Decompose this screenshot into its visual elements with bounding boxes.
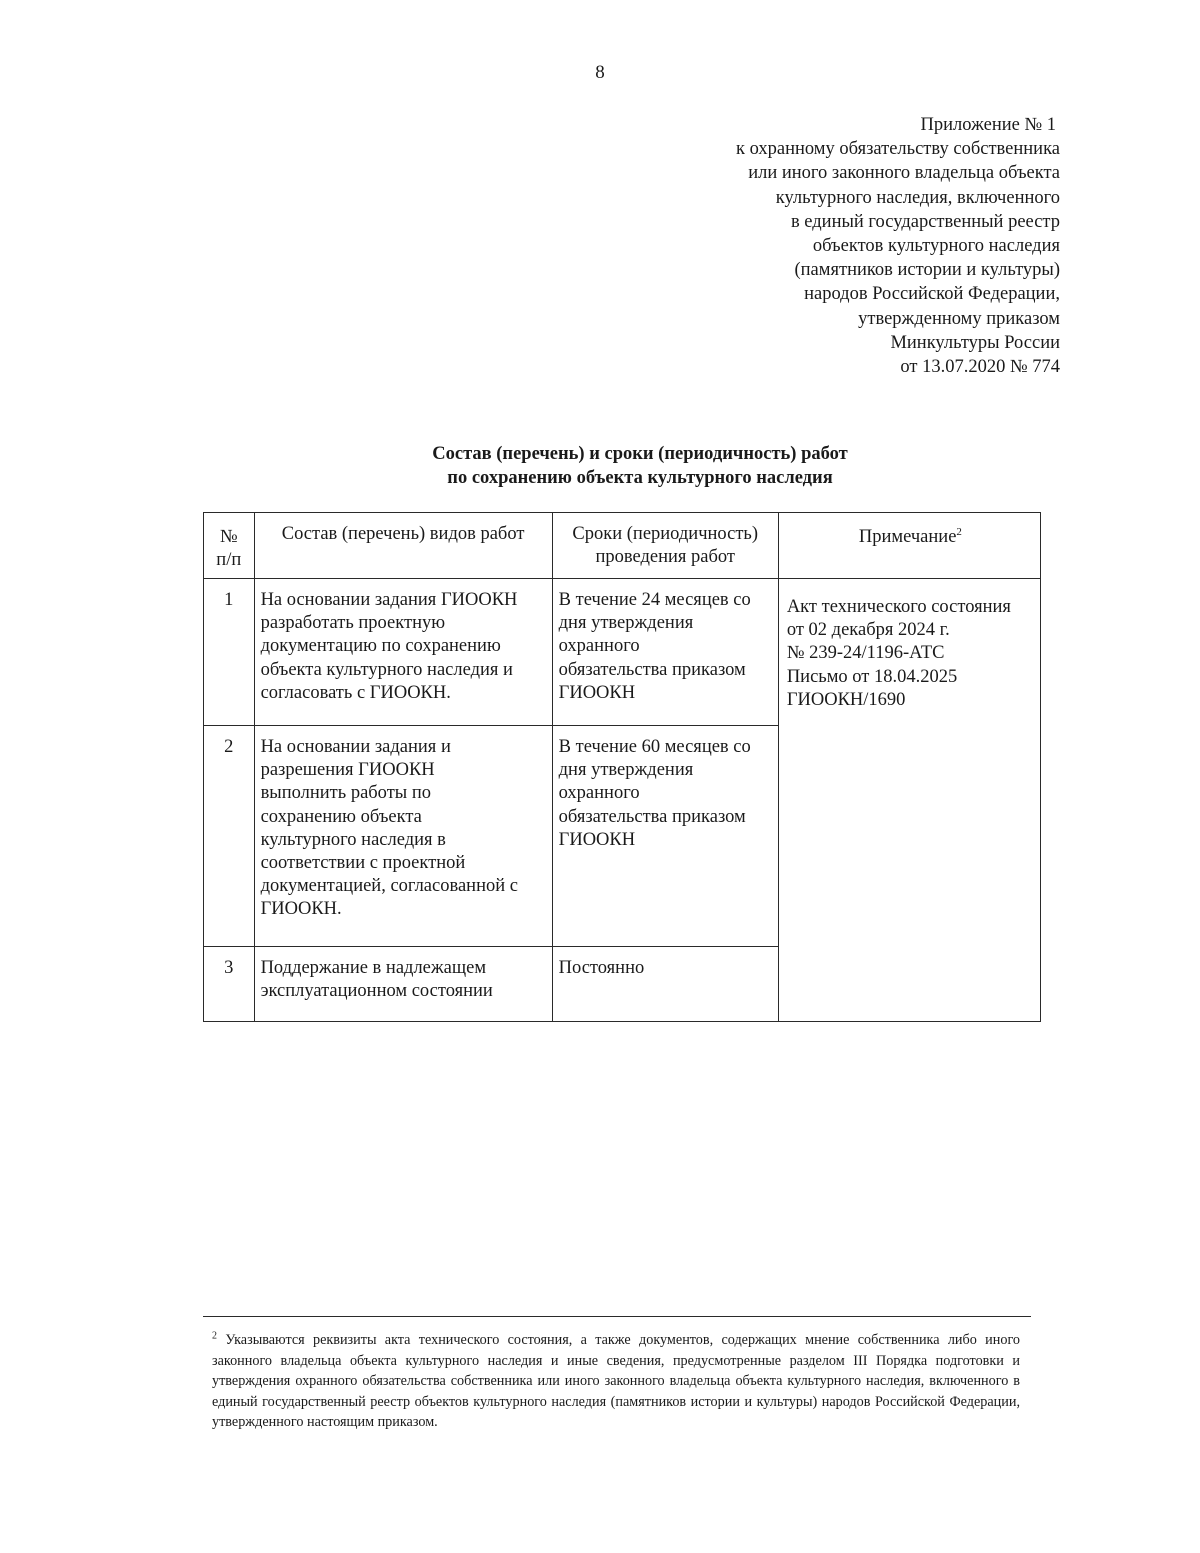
header-term-label: Сроки (периодичность) проведения работ xyxy=(572,524,759,568)
appendix-line: в единый государственный реестр xyxy=(790,211,1060,232)
appendix-line: или иного законного владельца объекта xyxy=(748,163,1060,184)
appendix-line: Приложение № 1 xyxy=(920,115,1056,135)
row-work xyxy=(254,726,552,947)
note-cell xyxy=(778,579,1040,1022)
row-num: 2 xyxy=(204,726,255,947)
appendix-line: Минкультуры России xyxy=(890,332,1060,353)
appendix-line: народов Российской Федерации, xyxy=(804,284,1060,305)
note-text: Акт технического состояния от 02 декабря 2024 г. № 239-24/1196-АТС Письмо от 18.04.2025 ГИООКН/1690 xyxy=(786,597,1011,710)
header-note-label: Примечание xyxy=(858,527,957,547)
row-work xyxy=(254,579,552,726)
appendix-line: от 13.07.2020 № 774 xyxy=(900,357,1060,378)
appendix-header xyxy=(640,113,1060,379)
row-term-text: В течение 24 месяцев со дня утверждения охранного обязательства приказом ГИООКН xyxy=(558,590,751,703)
row-work xyxy=(254,947,552,1022)
appendix-line: культурного наследия, включенного xyxy=(775,187,1060,208)
row-term xyxy=(552,947,778,1022)
row-num: 1 xyxy=(204,579,255,726)
header-term xyxy=(552,513,778,579)
table-header-row xyxy=(204,513,1041,579)
header-note xyxy=(778,513,1040,579)
page-number: 8 xyxy=(595,62,605,83)
row-term xyxy=(552,579,778,726)
table-row xyxy=(204,579,1041,726)
footnote-divider xyxy=(203,1316,1031,1317)
footnote-text: Указываются реквизиты акта технического состояния, а также документов, содержащих мнение собственника либо иного законного владельца объекта культурного наследия и иные сведения, предусмотренные разделом III Порядка подготовки и утверждения охранного обязательства собственника или иного законного владельца объекта культурного наследия, включенного в единый государственный реестр объектов культурного наследия (памятников истории и культуры) народов Российской Федерации, утвержденного настоящим приказом. xyxy=(212,1332,1020,1431)
header-work-label: Состав (перечень) видов работ xyxy=(281,524,525,544)
title-line: по сохранению объекта культурного наследия xyxy=(447,468,833,488)
row-work-text: На основании задания ГИООКН разработать проектную документацию по сохранению объекта культурного наследия и согласовать с ГИООКН. xyxy=(260,590,518,703)
row-term xyxy=(552,726,778,947)
title-line: Состав (перечень) и сроки (периодичность) работ xyxy=(432,444,848,464)
row-term-text: В течение 60 месяцев со дня утверждения охранного обязательства приказом ГИООКН xyxy=(558,737,751,850)
footnote-marker: 2 xyxy=(212,1330,217,1342)
header-note-footnote-marker: 2 xyxy=(956,525,962,538)
header-num xyxy=(204,513,255,579)
appendix-line: утвержденному приказом xyxy=(858,308,1060,329)
header-num-label: № п/п xyxy=(216,527,242,571)
works-table xyxy=(203,512,1041,1022)
row-num: 3 xyxy=(204,947,255,1022)
row-term-text: Постоянно xyxy=(558,958,645,978)
row-work-text: На основании задания и разрешения ГИООКН выполнить работы по сохранению объекта культурного наследия в соответствии с проектной документацией, согласованной с ГИООКН. xyxy=(260,737,518,920)
document-title xyxy=(250,442,1030,490)
row-work-text: Поддержание в надлежащем эксплуатационном состоянии xyxy=(260,958,493,1002)
footnote xyxy=(212,1330,1020,1433)
header-work xyxy=(254,513,552,579)
appendix-line: к охранному обязательству собственника xyxy=(735,139,1060,160)
appendix-line: (памятников истории и культуры) xyxy=(794,260,1060,281)
appendix-line: объектов культурного наследия xyxy=(812,236,1060,257)
